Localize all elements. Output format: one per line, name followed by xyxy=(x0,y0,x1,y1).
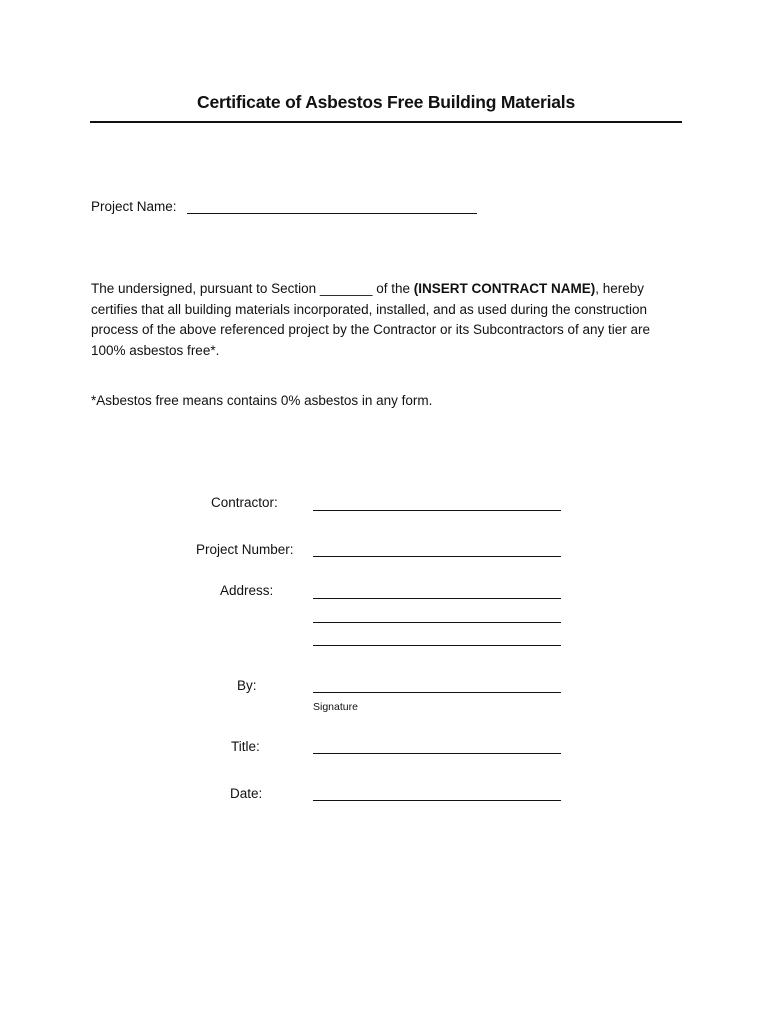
date-blank-line[interactable] xyxy=(313,800,561,801)
project-name-blank-line[interactable] xyxy=(187,199,477,214)
address-blank-line-2[interactable] xyxy=(313,622,561,623)
project-name-label: Project Name: xyxy=(91,199,177,214)
address-blank-line-1[interactable] xyxy=(313,598,561,599)
title-underline xyxy=(90,121,682,123)
address-label: Address: xyxy=(220,583,274,598)
signature-blank-line[interactable] xyxy=(313,692,561,693)
contractor-label: Contractor: xyxy=(211,495,278,510)
asbestos-footnote: *Asbestos free means contains 0% asbestos in any form. xyxy=(91,393,433,408)
document-title: Certificate of Asbestos Free Building Materials xyxy=(197,92,575,112)
title-label: Title: xyxy=(231,739,260,754)
signature-caption: Signature xyxy=(313,701,358,713)
project-number-blank-line[interactable] xyxy=(313,556,561,557)
title-blank-line[interactable] xyxy=(313,753,561,754)
project-number-label: Project Number: xyxy=(196,542,294,557)
contract-name-placeholder: (INSERT CONTRACT NAME) xyxy=(413,281,596,296)
contractor-blank-line[interactable] xyxy=(313,510,561,511)
paragraph-part2: , hereby certifies that all building materials incorporated, installed, and as used during the construction process of the above referenced project by the Contractor or its Subcontractors of any tier are 100% asbestos free*. xyxy=(91,281,651,358)
certification-paragraph xyxy=(91,279,681,361)
address-blank-line-3[interactable] xyxy=(313,645,561,646)
date-label: Date: xyxy=(230,786,263,801)
project-name-row xyxy=(91,199,477,214)
by-label: By: xyxy=(237,678,257,693)
paragraph-part1: The undersigned, pursuant to Section _______ of the xyxy=(91,281,414,296)
